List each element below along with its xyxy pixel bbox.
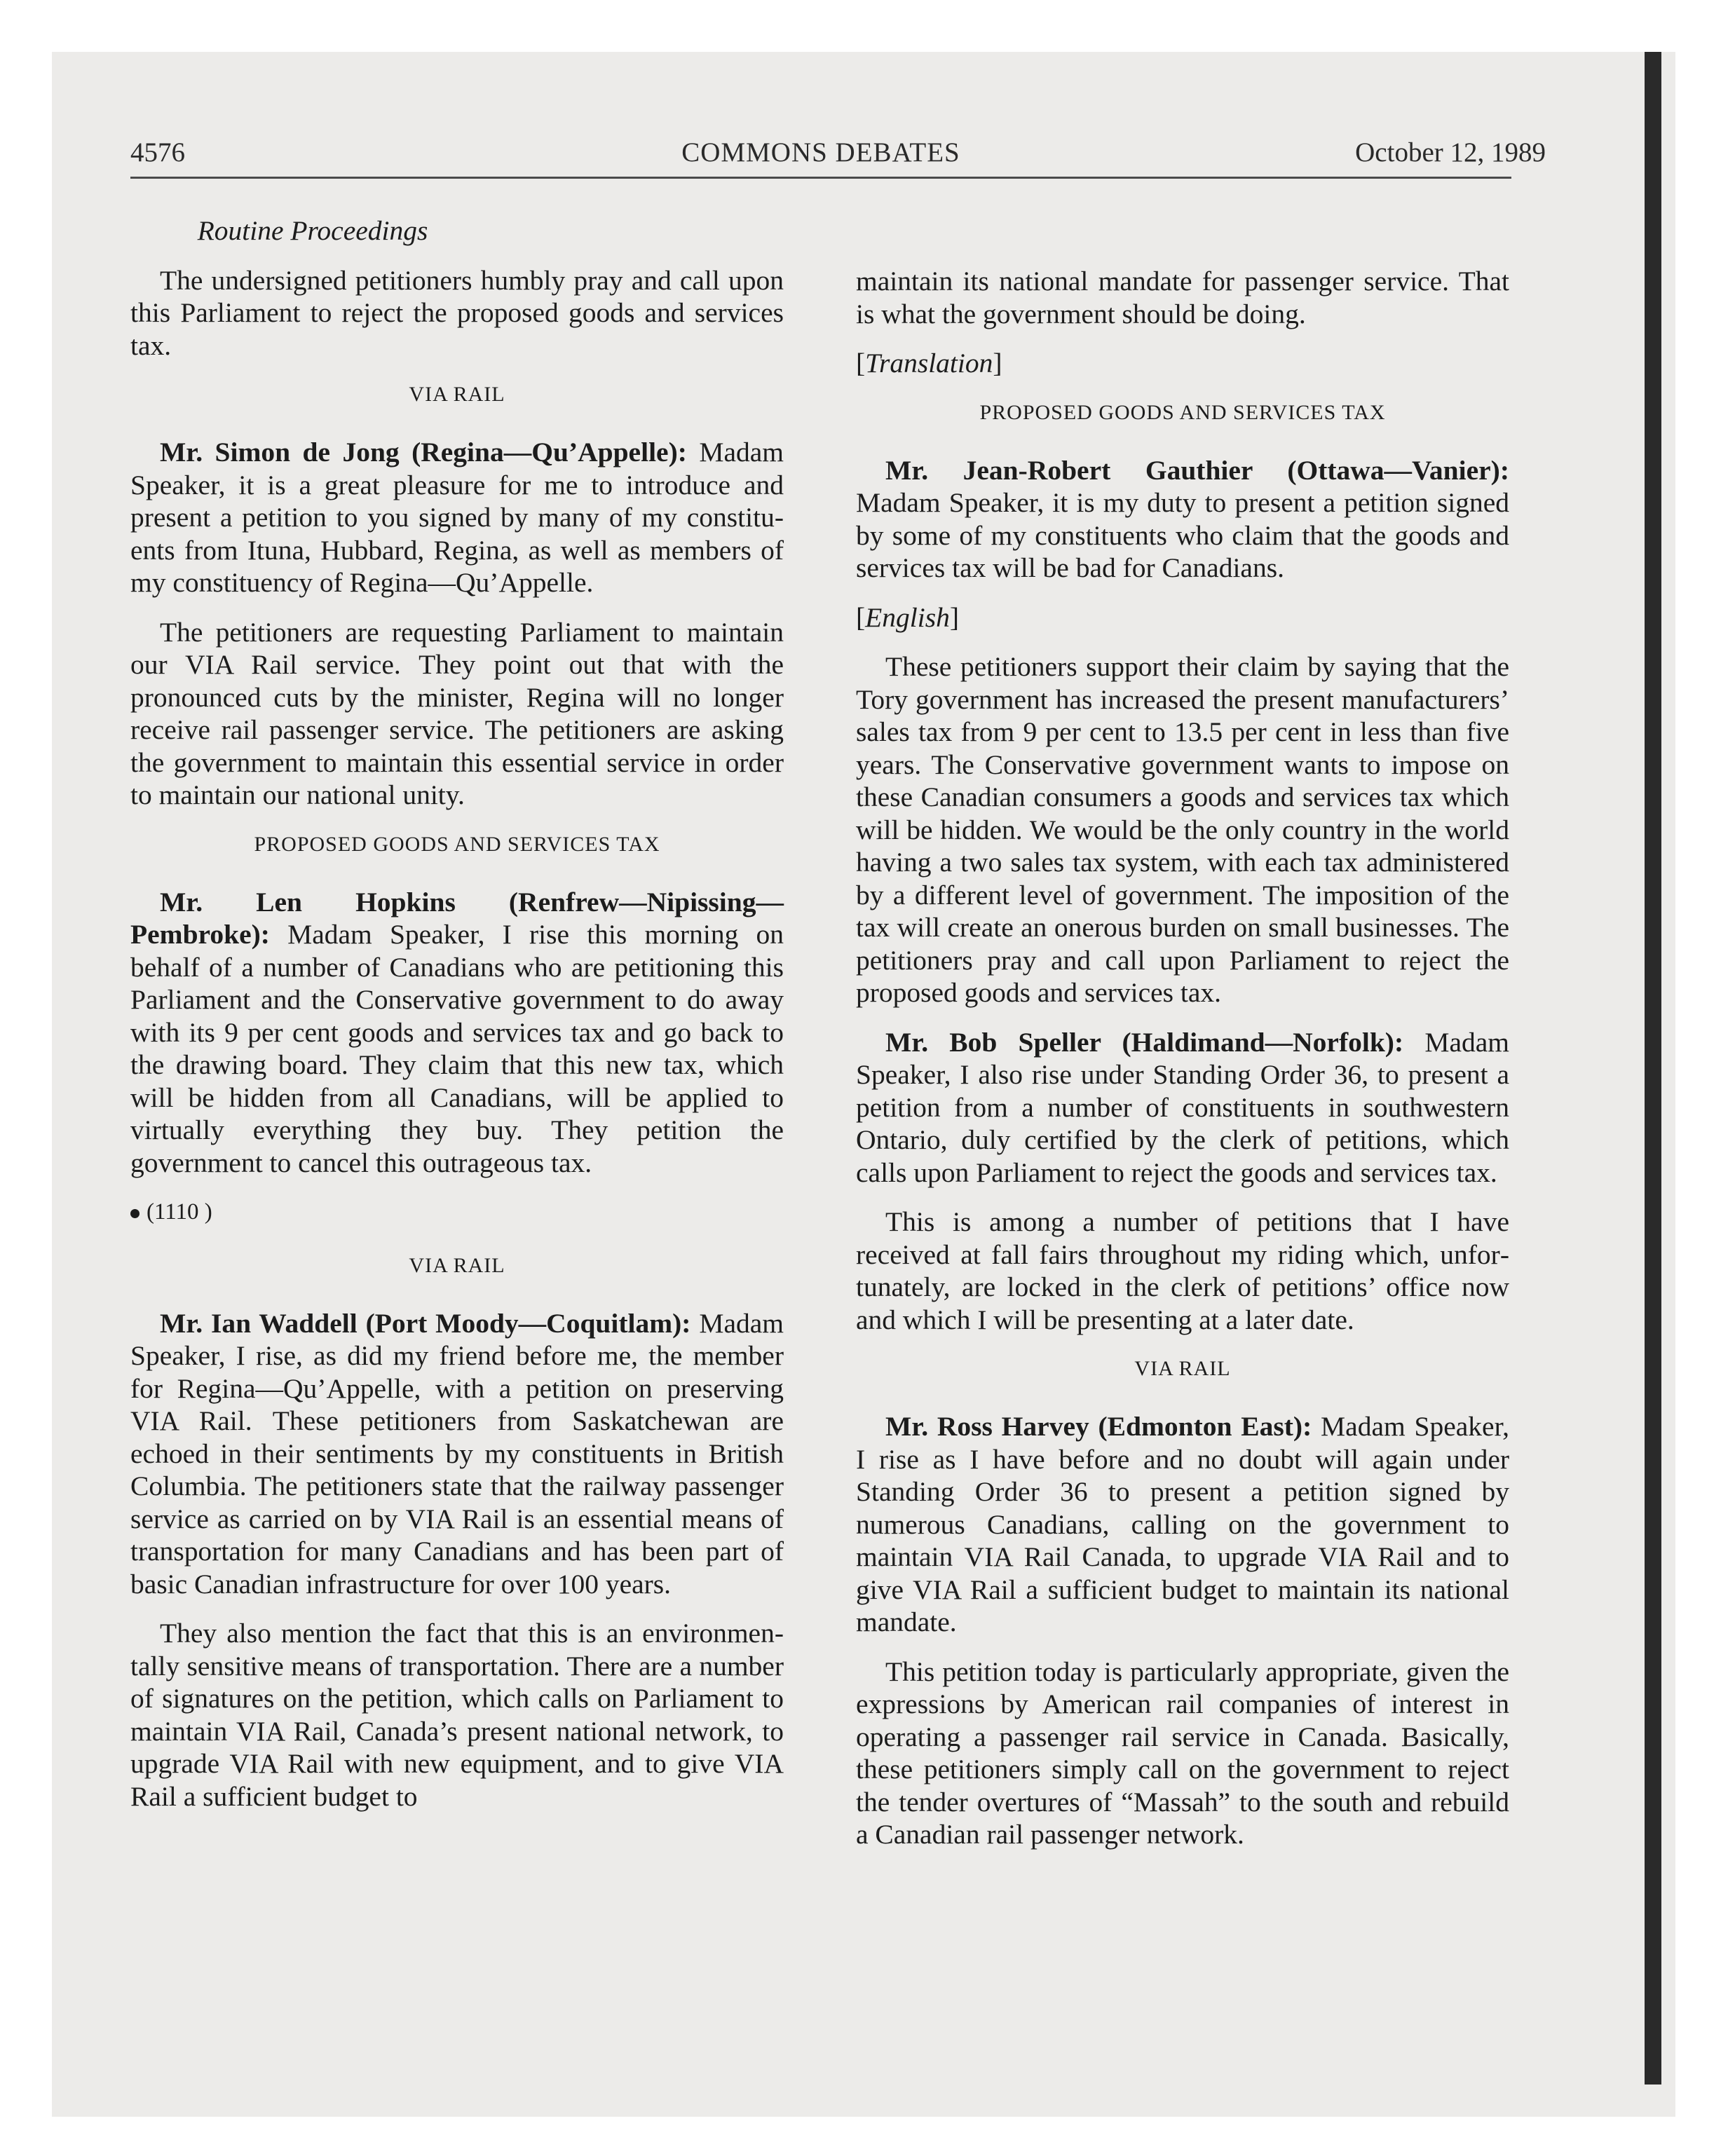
scan-edge-bar	[1645, 52, 1661, 2085]
speech-speller-continued: This is among a number of petitions that I have received at fall fairs throughout my riding which, unfortunately, are locked in the clerk of petitions’ office now and which I will be presenting at a later date.	[856, 1206, 1509, 1335]
section-title: Routine Proceedings	[197, 215, 428, 246]
speech-dejong	[130, 436, 784, 599]
speech-text: Madam Speaker, I rise, as did my friend before me, the member for Regina—Qu’Appelle, with a petition on preserving VIA Rail. These petitioners from Saskatchewan are echoed in their sentiments by my constituents in British Columbia. The petitioners state that the railway passenger service as carried on by VIA Rail is an essential means of transportation for many Canadians and has been part of basic Canadian infrastructure for over 100 years.	[130, 1307, 784, 1599]
heading-via-rail: VIA RAIL	[1134, 1357, 1231, 1380]
speech-gauthier	[856, 454, 1509, 585]
left-column	[130, 214, 784, 1829]
heading-via-rail: VIA RAIL	[409, 1253, 505, 1277]
right-column	[856, 265, 1509, 1868]
speech-harvey-continued: This petition today is particularly appropriate, given the expressions by American rail companies of interest in operating a passenger rail service in Canada. Basically, these petitioners simply call on the government to reject the tender overtures of “Massah” to the south and rebuild a Canadian rail passenger network.	[856, 1656, 1509, 1850]
speaker-name: Mr. Ian Waddell (Port Moody—Coquitlam):	[160, 1307, 691, 1339]
speaker-name: Mr. Len Hopkins (Renfrew—Nipissing—Pembroke):	[130, 886, 784, 950]
language-marker-text: Translation	[865, 348, 993, 378]
speech-waddell-end: maintain its national mandate for passenger service. That is what the government should be doing.	[856, 266, 1509, 329]
language-marker: [English]	[856, 601, 960, 633]
heading-gst: PROPOSED GOODS AND SERVICES TAX	[254, 832, 660, 856]
speaker-name: Mr. Ross Harvey (Edmonton East):	[885, 1411, 1312, 1442]
speech-text: Madam Speaker, I rise this morning on behalf of a number of Canadians who are petitioning this Parliament and the Conservative government to do away with its 9 per cent goods and services tax and go back to the drawing board. They claim that this new tax, which will be hidden from all Canadians, will be applied to virtually everything they buy. They petition the government to cancel this outrageous tax.	[130, 919, 784, 1178]
petition-prayer: The undersigned petitioners humbly pray and call upon this Parliament to reject the proposed goods and services tax.	[130, 264, 784, 361]
page-date: October 12, 1989	[1355, 137, 1546, 168]
page-number: 4576	[130, 137, 185, 168]
heading-via-rail: VIA RAIL	[409, 383, 505, 406]
bullet-icon	[130, 1209, 140, 1218]
header-rule	[130, 177, 1511, 179]
speech-harvey	[856, 1410, 1509, 1639]
publication-title: COMMONS DEBATES	[681, 137, 960, 168]
speech-speller	[856, 1026, 1509, 1189]
speech-text: Madam Speaker, I rise as I have before and no doubt will again under Standing Order 36 to present a petition signed by numerous Canadians, calling on the government to maintain VIA Rail Canada, to upgrade VIA Rail and to give VIA Rail a sufficient budget to maintain its national mandate.	[856, 1411, 1510, 1637]
heading-gst: PROPOSED GOODS AND SERVICES TAX	[979, 400, 1386, 424]
time-marker-text: (1110 )	[147, 1199, 212, 1224]
speech-gauthier-continued: These petitioners support their claim by saying that the Tory government has increased the present manufacturers’ sales tax from 9 per cent to 13.5 per cent in less than five years. The Conservative government wants to impose on these Canadian consumers a goods and services tax which will be hidden. We would be the only country in the world having a two sales tax system, with each tax administered by a different level of government. The imposition of the tax will create an onerous burden on small businesses. The petitioners pray and call upon Parliament to reject the proposed goods and services tax.	[856, 651, 1509, 1008]
speaker-name: Mr. Bob Speller (Haldimand—Norfolk):	[885, 1026, 1404, 1058]
speech-dejong-continued: The petitioners are requesting Parliament to maintain our VIA Rail service. They point out that with the pronounced cuts by the minister, Regina will no longer receive rail passenger service. The petitioners are asking the government to maintain this essential service in order to maintain our national unity.	[130, 616, 784, 810]
speech-text: Madam Speaker, it is a great pleasure for me to introduce and present a petition to you signed by many of my constituents from Ituna, Hubbard, Regina, as well as members of my constituency of Regina—Qu’Appelle.	[130, 437, 784, 598]
speech-text: Madam Speaker, I also rise under Standing Order 36, to present a petition from a number of constituents in southwestern Ontario, duly certified by the clerk of petitions, which calls upon Parliament to reject the goods and services tax.	[856, 1026, 1509, 1188]
speech-text: Madam Speaker, it is my duty to present a petition signed by some of my constituents who claim that the goods and services tax will be bad for Canadians.	[856, 487, 1509, 583]
speech-waddell-continued: They also mention the fact that this is an environmentally sensitive means of transportation. There are a number of signatures on the petition, which calls on Parliament to maintain VIA Rail, Canada’s present national network, to upgrade VIA Rail with new equipment, and to give VIA Rail a sufficient budget to	[130, 1618, 784, 1812]
speech-waddell	[130, 1307, 784, 1601]
speaker-name: Mr. Simon de Jong (Regina—Qu’Appelle):	[160, 437, 687, 468]
language-marker: [Translation]	[856, 348, 1002, 378]
time-marker	[130, 1196, 784, 1229]
language-marker-text: English	[865, 601, 950, 633]
speech-hopkins	[130, 886, 784, 1180]
speaker-name: Mr. Jean-Robert Gauthier (Ottawa—Vanier):	[885, 454, 1509, 486]
